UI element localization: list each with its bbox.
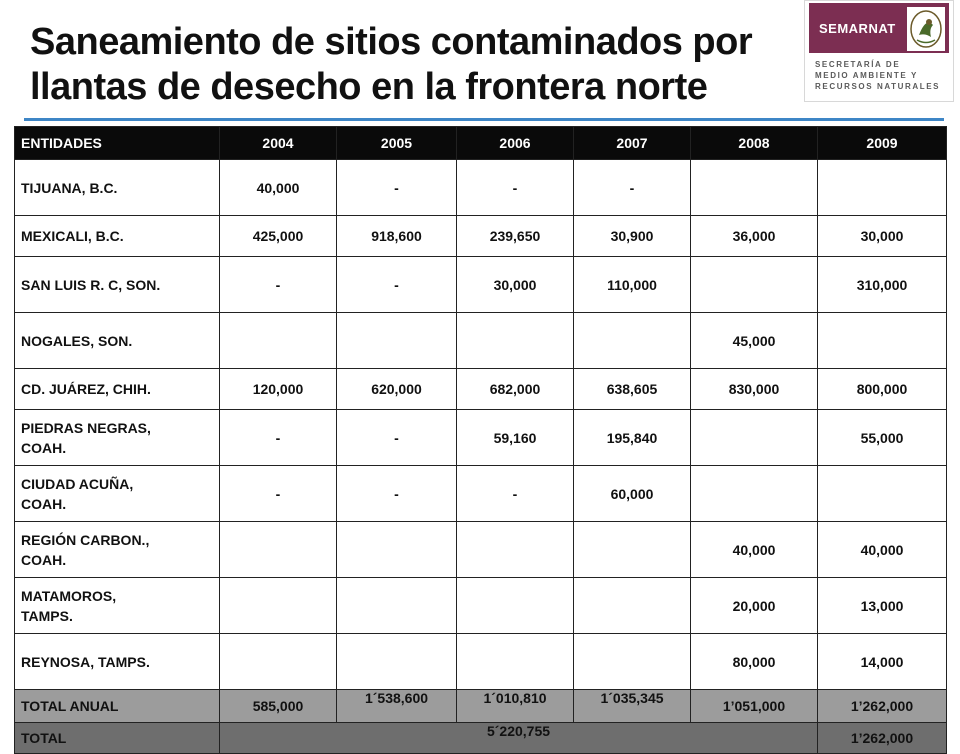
- annual-total-cell: 1´538,600: [337, 690, 457, 723]
- value-cell: [220, 634, 337, 690]
- value-cell: 13,000: [818, 578, 947, 634]
- value-cell: 40,000: [691, 522, 818, 578]
- entity-cell: [15, 216, 220, 257]
- table-header-row: [15, 127, 947, 160]
- value-cell: [818, 466, 947, 522]
- value-cell: [574, 313, 691, 369]
- logo-sub-line-1: SECRETARÍA DE: [815, 60, 901, 69]
- tire-cleanup-table: [14, 126, 947, 754]
- value-cell: [337, 634, 457, 690]
- annual-total-cell: 1’051,000: [691, 690, 818, 723]
- value-cell: 239,650: [457, 216, 574, 257]
- table-row: [15, 578, 947, 634]
- entity-name: REYNOSA, TAMPS.: [21, 653, 150, 670]
- value-cell: 36,000: [691, 216, 818, 257]
- value-cell: 800,000: [818, 369, 947, 410]
- value-cell: -: [457, 160, 574, 216]
- column-header: ENTIDADES: [15, 127, 220, 160]
- table-row: [15, 522, 947, 578]
- table-row: [15, 313, 947, 369]
- value-cell: -: [574, 160, 691, 216]
- value-cell: 638,605: [574, 369, 691, 410]
- entity-name: CIUDAD ACUÑA,: [21, 475, 134, 492]
- value-cell: -: [337, 410, 457, 466]
- value-cell: [574, 634, 691, 690]
- value-cell: 830,000: [691, 369, 818, 410]
- column-header: 2007: [574, 127, 691, 160]
- table-row: [15, 369, 947, 410]
- grand-total-combined: 5´220,755: [220, 723, 818, 754]
- value-cell: 425,000: [220, 216, 337, 257]
- grand-total-row: [15, 723, 947, 754]
- value-cell: 110,000: [574, 257, 691, 313]
- table-row: [15, 257, 947, 313]
- value-cell: [691, 410, 818, 466]
- annual-total-cell: 1’262,000: [818, 690, 947, 723]
- value-cell: 55,000: [818, 410, 947, 466]
- entity-state: TAMPS.: [21, 607, 73, 624]
- value-cell: -: [220, 466, 337, 522]
- title-line-1: Saneamiento de sitios contaminados por: [30, 21, 753, 63]
- value-cell: [220, 578, 337, 634]
- title-underline: [24, 118, 944, 121]
- entity-name: MEXICALI, B.C.: [21, 228, 124, 244]
- value-cell: [574, 522, 691, 578]
- table-row: [15, 160, 947, 216]
- title-line-2: llantas de desecho en la frontera norte: [30, 66, 708, 108]
- value-cell: [457, 313, 574, 369]
- value-cell: 30,000: [457, 257, 574, 313]
- value-cell: [220, 313, 337, 369]
- logo-name: SEMARNAT: [819, 21, 896, 36]
- entity-cell: [15, 313, 220, 369]
- column-header: 2004: [220, 127, 337, 160]
- table-row: [15, 466, 947, 522]
- grand-total-last: 1’262,000: [818, 723, 947, 754]
- value-cell: [337, 313, 457, 369]
- entity-name: REGIÓN CARBON.,: [21, 531, 150, 548]
- value-cell: -: [337, 257, 457, 313]
- value-cell: 918,600: [337, 216, 457, 257]
- entity-name: NOGALES, SON.: [21, 332, 133, 349]
- value-cell: 40,000: [220, 160, 337, 216]
- column-header: 2005: [337, 127, 457, 160]
- entity-name: MATAMOROS,: [21, 587, 117, 604]
- entity-name: SAN LUIS R. C, SON.: [21, 276, 161, 293]
- logo-brand-bar: [809, 3, 949, 53]
- column-header: 2006: [457, 127, 574, 160]
- value-cell: -: [337, 466, 457, 522]
- table-row: [15, 216, 947, 257]
- value-cell: [691, 257, 818, 313]
- eagle-seal-icon: [907, 7, 945, 51]
- entity-cell: [15, 578, 220, 634]
- entity-state: COAH.: [21, 495, 67, 512]
- value-cell: [457, 522, 574, 578]
- value-cell: [457, 578, 574, 634]
- value-cell: 30,900: [574, 216, 691, 257]
- column-header: 2009: [818, 127, 947, 160]
- value-cell: -: [220, 410, 337, 466]
- entity-cell: [15, 369, 220, 410]
- value-cell: [691, 160, 818, 216]
- value-cell: [337, 578, 457, 634]
- entity-state: COAH.: [21, 551, 67, 568]
- entity-cell: [15, 466, 220, 522]
- annual-total-label: TOTAL ANUAL: [15, 690, 220, 723]
- entity-name: TIJUANA, B.C.: [21, 179, 118, 196]
- logo-sub-line-3: RECURSOS NATURALES: [815, 82, 941, 91]
- entity-cell: [15, 410, 220, 466]
- value-cell: [691, 466, 818, 522]
- value-cell: -: [337, 160, 457, 216]
- value-cell: [574, 578, 691, 634]
- value-cell: [818, 160, 947, 216]
- annual-total-cell: 1´010,810: [457, 690, 574, 723]
- value-cell: 59,160: [457, 410, 574, 466]
- value-cell: [457, 634, 574, 690]
- entity-state: COAH.: [21, 439, 67, 456]
- page-title: [30, 20, 790, 110]
- value-cell: 30,000: [818, 216, 947, 257]
- value-cell: 682,000: [457, 369, 574, 410]
- value-cell: [337, 522, 457, 578]
- entity-name: PIEDRAS NEGRAS,: [21, 419, 151, 436]
- value-cell: 60,000: [574, 466, 691, 522]
- value-cell: 14,000: [818, 634, 947, 690]
- table-row: [15, 634, 947, 690]
- value-cell: -: [220, 257, 337, 313]
- value-cell: 40,000: [818, 522, 947, 578]
- value-cell: 20,000: [691, 578, 818, 634]
- entity-cell: [15, 160, 220, 216]
- value-cell: 310,000: [818, 257, 947, 313]
- entity-cell: [15, 522, 220, 578]
- value-cell: 80,000: [691, 634, 818, 690]
- column-header: 2008: [691, 127, 818, 160]
- entity-cell: [15, 257, 220, 313]
- value-cell: [818, 313, 947, 369]
- semarnat-logo: [804, 0, 954, 102]
- entity-cell: [15, 634, 220, 690]
- grand-total-label: TOTAL: [15, 723, 220, 754]
- logo-sub-line-2: MEDIO AMBIENTE Y: [815, 71, 918, 80]
- value-cell: -: [457, 466, 574, 522]
- value-cell: 45,000: [691, 313, 818, 369]
- table-row: [15, 410, 947, 466]
- annual-total-row: [15, 690, 947, 723]
- annual-total-cell: 585,000: [220, 690, 337, 723]
- value-cell: 620,000: [337, 369, 457, 410]
- logo-subtitle: [815, 59, 940, 92]
- value-cell: [220, 522, 337, 578]
- annual-total-cell: 1´035,345: [574, 690, 691, 723]
- value-cell: 195,840: [574, 410, 691, 466]
- entity-name: CD. JUÁREZ, CHIH.: [21, 381, 151, 397]
- value-cell: 120,000: [220, 369, 337, 410]
